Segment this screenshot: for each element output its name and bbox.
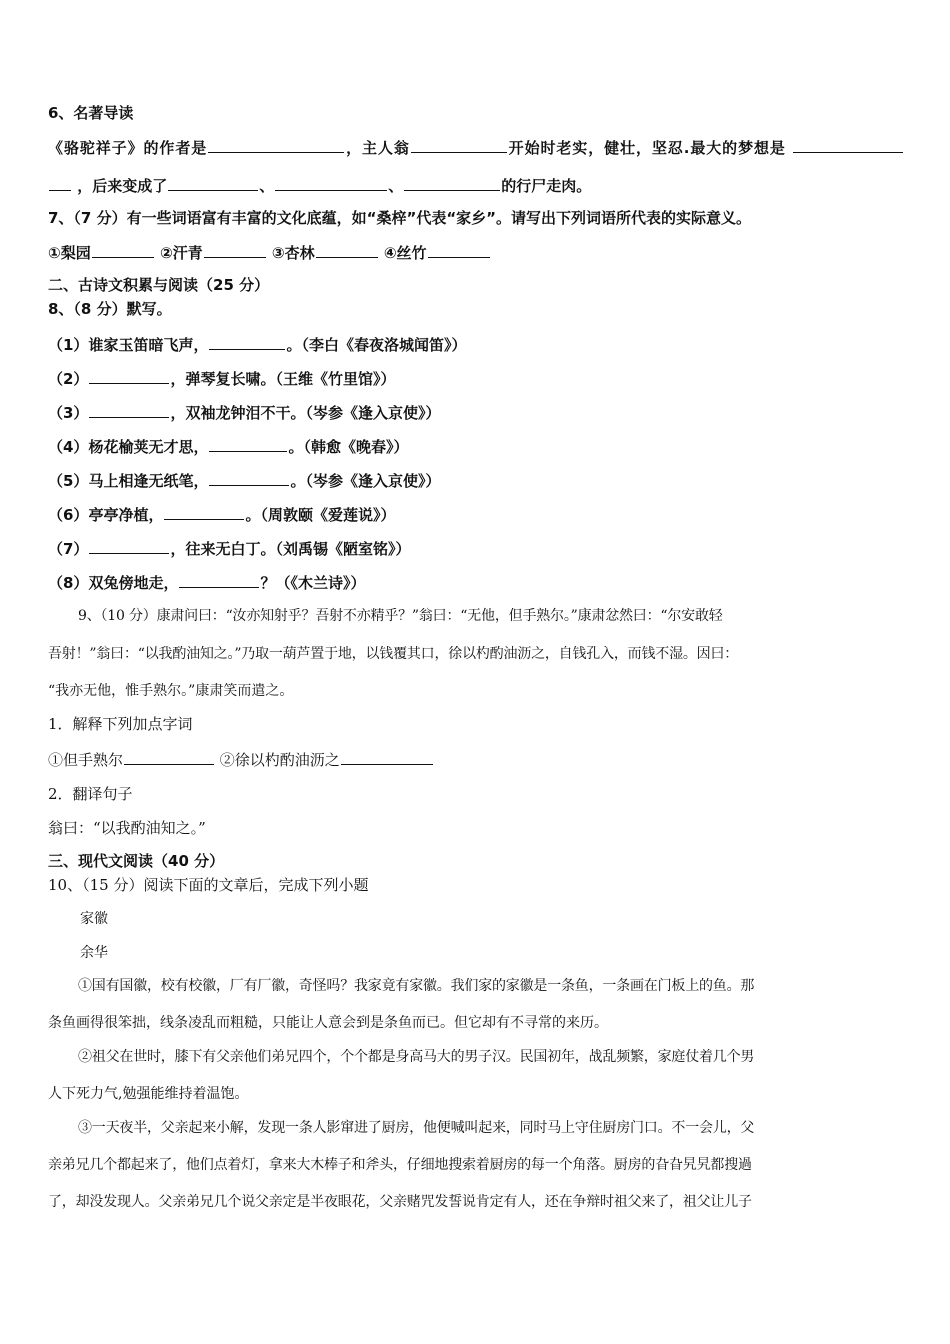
q8-num: （4）	[48, 438, 89, 456]
q8-before: 谁家玉笛暗飞声，	[88, 336, 209, 354]
q6-sep1: 、	[259, 177, 275, 195]
blank-q8-4[interactable]	[209, 435, 287, 452]
blank-q8-6[interactable]	[164, 503, 244, 520]
blank-dream[interactable]	[793, 136, 903, 153]
q8-prompt: 8、（8 分）默写。	[48, 300, 172, 318]
q8-before: 双兔傍地走，	[88, 574, 179, 592]
q8-after: ？（《木兰诗》）	[260, 574, 366, 592]
q8-after: ，双袖龙钟泪不干。（岑参《逢入京使》）	[170, 404, 441, 422]
blank-became-1[interactable]	[168, 174, 258, 191]
q6-sep2: 、	[388, 177, 404, 195]
q8-line-1	[48, 333, 466, 355]
blank-q8-3[interactable]	[89, 401, 169, 418]
section3-title: 三、现代文阅读（40 分）	[48, 852, 225, 870]
q8-num: （8）	[48, 574, 89, 592]
q8-before: 马上相逢无纸笔，	[88, 472, 209, 490]
blank-xinglin[interactable]	[316, 241, 378, 258]
q8-after: 。（韩愈《晚春》）	[288, 438, 409, 456]
blank-liyuan[interactable]	[92, 241, 154, 258]
blank-protagonist[interactable]	[411, 136, 507, 153]
blank-q8-7[interactable]	[89, 537, 169, 554]
q6-line2-end: 的行尸走肉。	[501, 177, 592, 195]
q8-line-6	[48, 503, 395, 525]
q6-line1-c: 开始时老实，健壮，坚忍.最大的梦想是	[507, 139, 786, 157]
q9-sub2: 2．翻译句子	[48, 785, 133, 803]
q9-sub1-b: ②徐以杓酌油沥之	[219, 751, 340, 769]
q6-line2	[48, 174, 591, 196]
q6-line2-a: ，后来变成了	[77, 177, 168, 195]
q8-after: ，弹琴复长啸。（王维《竹里馆》）	[170, 370, 396, 388]
q10-prompt: 10、（15 分）阅读下面的文章后，完成下列小题	[48, 876, 369, 894]
q8-line-7	[48, 537, 410, 559]
q9-sub2-text: 翁曰：“以我酌油知之。”	[48, 819, 206, 837]
blank-q8-5[interactable]	[209, 469, 289, 486]
article-p2-line1: ②祖父在世时，膝下有父亲他们弟兄四个，个个都是身高马大的男子汉。民国初年，战乱频繁，家庭仗着几个男	[78, 1049, 755, 1065]
q9-sub1-items	[48, 748, 434, 770]
q8-num: （7）	[48, 540, 89, 558]
q8-line-2	[48, 367, 395, 389]
q7-items	[48, 241, 491, 263]
article-p3-line3: 了，却没发现人。父亲弟兄几个说父亲定是半夜眼花，父亲赌咒发誓说肯定有人，还在争辩时祖父来了，祖父让儿子	[48, 1194, 752, 1210]
blank-became-2[interactable]	[275, 174, 387, 191]
q8-after: 。（周敦颐《爱莲说》）	[245, 506, 396, 524]
q7-item-1: ①梨园	[48, 244, 91, 262]
q9-sub1: 1．解释下列加点字词	[48, 715, 193, 733]
blank-became-3[interactable]	[404, 174, 500, 191]
q8-before: 杨花榆荚无才思，	[88, 438, 209, 456]
q9-para-2: 吾射！”翁曰：“以我酌油知之。”乃取一葫芦置于地，以钱覆其口，徐以杓酌油沥之，自钱孔入，而钱不湿。因曰：	[48, 646, 739, 662]
blank-author[interactable]	[208, 136, 344, 153]
blank-hanqing[interactable]	[204, 241, 266, 258]
blank-sizhu[interactable]	[428, 241, 490, 258]
blank-q9-a[interactable]	[124, 748, 214, 765]
q9-para-3: “我亦无他，惟手熟尔。”康肃笑而遣之。	[48, 683, 294, 699]
q8-after: ，往来无白丁。（刘禹锡《陋室铭》）	[170, 540, 411, 558]
blank-dream-cont[interactable]	[49, 174, 71, 191]
article-p3-line2: 亲弟兄几个都起来了，他们点着灯，拿来大木棒子和斧头，仔细地搜索着厨房的每一个角落。厨房的旮旮旯旯都搜過	[48, 1157, 752, 1173]
q8-line-3	[48, 401, 440, 423]
article-p3-line1: ③一天夜半，父亲起来小解，发现一条人影窜进了厨房，他便喊叫起来，同时马上守住厨房门口。不一会儿，父	[78, 1120, 755, 1136]
q8-num: （2）	[48, 370, 89, 388]
q9-para-1: 9、（10 分）康肃问曰：“汝亦知射乎？吾射不亦精乎？”翁曰：“无他，但手熟尔。”康肃忿然曰：“尔安敢轻	[78, 608, 723, 624]
q8-num: （6）	[48, 506, 89, 524]
q8-num: （5）	[48, 472, 89, 490]
article-author: 余华	[80, 945, 108, 961]
q8-before: 亭亭净植，	[88, 506, 164, 524]
q8-line-8	[48, 571, 365, 593]
blank-q8-1[interactable]	[209, 333, 285, 350]
section2-title: 二、古诗文积累与阅读（25 分）	[48, 276, 270, 294]
q6-line1-a: 《骆驼祥子》的作者是	[48, 139, 208, 157]
article-title: 家徽	[80, 911, 108, 927]
q7-item-2: ②汗青	[159, 244, 203, 262]
q7-item-4: ④丝竹	[383, 244, 427, 262]
article-p2-line2: 人下死力气,勉强能维持着温饱。	[48, 1086, 249, 1102]
q8-num: （1）	[48, 336, 89, 354]
blank-q9-b[interactable]	[341, 748, 433, 765]
article-p1-line1: ①国有国徽，校有校徽，厂有厂徽，奇怪吗？我家竟有家徽。我们家的家徽是一条鱼，一条画在门板上的鱼。那	[78, 978, 755, 994]
q8-after: 。（岑参《逢入京使》）	[290, 472, 441, 490]
q8-after: 。（李白《春夜洛城闻笛》）	[286, 336, 467, 354]
q6-heading: 6、名著导读	[48, 104, 134, 122]
q7-item-3: ③杏林	[271, 244, 315, 262]
q7-prompt: 7、（7 分）有一些词语富有丰富的文化底蕴，如“桑梓”代表“家乡”。请写出下列词语所代表的实际意义。	[48, 209, 752, 227]
blank-q8-2[interactable]	[89, 367, 169, 384]
q9-sub1-a: ①但手熟尔	[48, 751, 124, 769]
q6-line1-b: ，主人翁	[345, 139, 410, 157]
q6-line1	[48, 136, 904, 158]
q8-line-5	[48, 469, 440, 491]
q8-line-4	[48, 435, 408, 457]
blank-q8-8[interactable]	[179, 571, 259, 588]
article-p1-line2: 条鱼画得很笨拙，线条凌乱而粗糙，只能让人意会到是条鱼而已。但它却有不寻常的来历。	[48, 1015, 608, 1031]
q8-num: （3）	[48, 404, 89, 422]
